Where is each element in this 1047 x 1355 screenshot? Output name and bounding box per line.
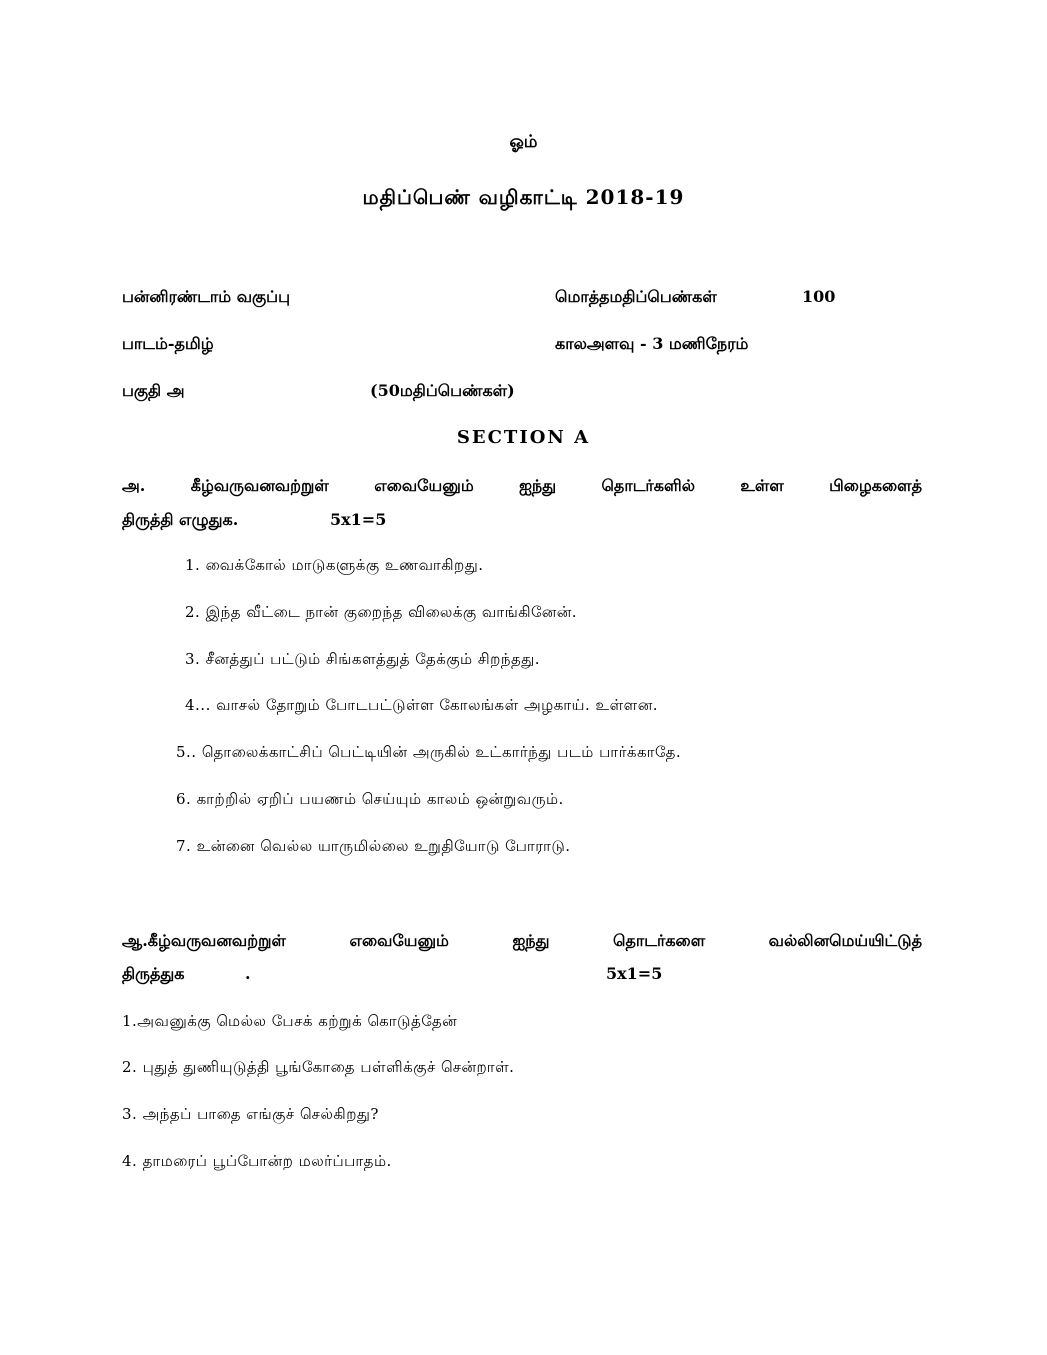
q2-word: ஐந்து xyxy=(512,931,550,950)
total-marks-value: 100 xyxy=(802,287,836,306)
class-label: பன்னிரண்டாம் வகுப்பு xyxy=(122,287,290,306)
q2-dot: . xyxy=(245,964,251,983)
q1-word: ஐந்து xyxy=(519,476,557,495)
duration-label: காலஅளவு - 3 மணிநேரம் xyxy=(555,334,749,353)
q1-word: கீழ்வருவனவற்றுள் xyxy=(190,476,329,495)
q1-word: அ. xyxy=(122,476,146,495)
total-marks-label: மொத்தமதிப்பெண்கள் xyxy=(555,287,717,306)
q2-item-2: 2. புதுத் துணியுடுத்தி பூங்கோதை பள்ளிக்குச் சென்றாள். xyxy=(122,1058,515,1076)
q2-marks: 5x1=5 xyxy=(606,964,663,983)
q2-item-3: 3. அந்தப் பாதை எங்குச் செல்கிறது? xyxy=(122,1105,379,1123)
q1-item-5: 5.. தொலைக்காட்சிப் பெட்டியின் அருகில் உட்கார்ந்து படம் பார்க்காதே. xyxy=(176,743,682,761)
part-marks: (50மதிப்பெண்கள்) xyxy=(370,381,515,400)
q2-instruction-end: திருத்துக xyxy=(122,964,185,983)
q2-word: எவையேனும் xyxy=(349,931,449,950)
question-1-heading xyxy=(122,476,922,497)
q1-item-6: 6. காற்றில் ஏறிப் பயணம் செய்யும் காலம் ஒன்றுவரும். xyxy=(176,790,564,808)
q2-item-1: 1.அவனுக்கு மெல்ல பேசக் கற்றுக் கொடுத்தேன் xyxy=(122,1012,458,1030)
q1-word: எவையேனும் xyxy=(374,476,474,495)
om-heading: ஓம் xyxy=(509,132,538,152)
section-heading: SECTION A xyxy=(456,427,591,448)
q1-item-7: 7. உன்னை வெல்ல யாருமில்லை உறுதியோடு போராடு. xyxy=(176,837,571,855)
subject-label: பாடம்-தமிழ் xyxy=(122,334,214,353)
q1-word: பிழைகளைத் xyxy=(829,476,922,495)
q1-item-2: 2. இந்த வீட்டை நான் குறைந்த விலைக்கு வாங்கினேன். xyxy=(185,603,578,621)
q1-word: உள்ள xyxy=(740,476,784,495)
q1-marks: 5x1=5 xyxy=(330,510,387,529)
document-title: மதிப்பெண் வழிகாட்டி 2018-19 xyxy=(362,185,685,209)
q2-word: வல்லினமெய்யிட்டுத் xyxy=(768,931,922,950)
q1-item-1: 1. வைக்கோல் மாடுகளுக்கு உணவாகிறது. xyxy=(185,556,484,574)
q2-word: ஆ.கீழ்வருவனவற்றுள் xyxy=(122,931,286,950)
q1-item-3: 3. சீனத்துப் பட்டும் சிங்களத்துத் தேக்கும் சிறந்தது. xyxy=(185,650,541,668)
q2-item-4: 4. தாமரைப் பூப்போன்ற மலர்ப்பாதம். xyxy=(122,1152,392,1170)
part-label: பகுதி அ xyxy=(122,381,185,400)
q1-instruction-end: திருத்தி எழுதுக. xyxy=(122,510,239,529)
q1-item-4: 4... வாசல் தோறும் போடபட்டுள்ள கோலங்கள் அழகாய். உள்ளன. xyxy=(185,696,659,714)
q1-word: தொடர்களில் xyxy=(601,476,695,495)
question-2-heading xyxy=(122,931,922,952)
q2-word: தொடர்களை xyxy=(612,931,706,950)
